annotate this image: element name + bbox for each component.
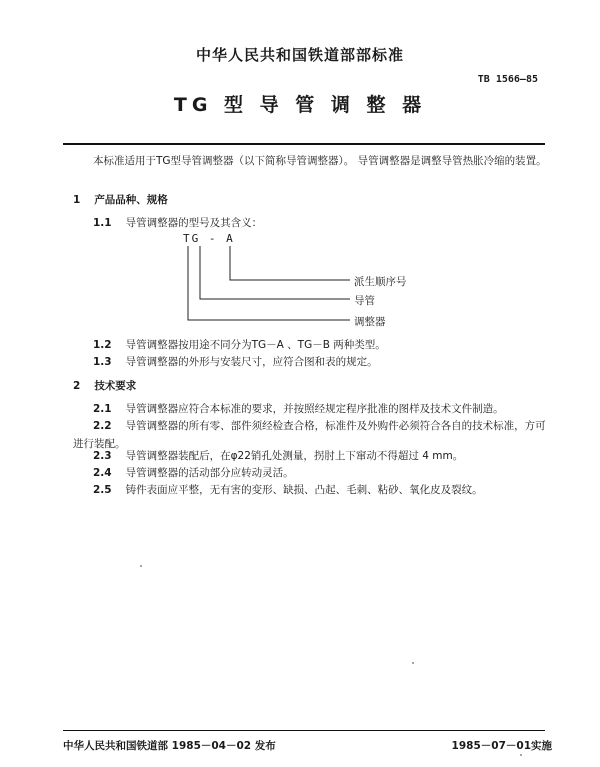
standard-number: TB 1566—85 [477, 74, 538, 85]
scan-speck [412, 662, 414, 664]
issue-date: 中华人民共和国铁道部 1985－04－02 发布 [63, 740, 276, 752]
item-1-3 [93, 353, 378, 371]
leader-line-conduit [200, 246, 350, 299]
item-1-2 [93, 336, 386, 354]
item-1-3-number: 1.3 [93, 356, 112, 368]
legend-serial-number: 派生顺序号 [354, 276, 407, 288]
item-2-4-number: 2.4 [93, 467, 112, 479]
section-1-heading [73, 192, 168, 207]
leader-line-serial [230, 246, 350, 280]
item-2-1 [93, 400, 553, 418]
item-2-5-number: 2.5 [93, 484, 112, 496]
section-2-heading [73, 378, 136, 393]
intro-paragraph: 本标准适用于TG型导管调整器（以下简称导管调整器）。 导管调整器是调整导管热胀冷缩的装置。 [93, 155, 547, 167]
section-1-title: 产品品种、规格 [94, 194, 168, 206]
item-2-1-number: 2.1 [93, 403, 112, 415]
legend-conduit: 导管 [354, 295, 375, 307]
item-2-3-number: 2.3 [93, 450, 112, 462]
item-1-1 [93, 214, 262, 232]
section-1-number: 1 [73, 194, 81, 206]
item-2-4 [93, 464, 553, 482]
item-2-3 [93, 447, 553, 465]
item-2-2-text: 导管调整器的所有零、部件须经检查合格，标准件及外购件必须符合各自的技术标准，方可进行装配。 [73, 420, 546, 450]
document-title: TG 型 导 管 调 整 器 [173, 94, 427, 116]
scan-speck [140, 565, 142, 567]
issuing-organization: 中华人民共和国铁道部部标准 [195, 46, 404, 64]
section-2-title: 技术要求 [94, 380, 137, 392]
item-1-2-text: 导管调整器按用途不同分为TG－A 、TG－B 两种类型。 [125, 339, 386, 351]
item-2-5 [93, 481, 553, 499]
item-2-5-text: 铸件表面应平整，无有害的变形、缺损、凸起、毛刺、粘砂、氧化皮及裂纹。 [125, 484, 483, 496]
section-2-number: 2 [73, 380, 81, 392]
item-2-4-text: 导管调整器的活动部分应转动灵活。 [125, 467, 294, 479]
legend-adjuster: 调整器 [354, 316, 386, 328]
item-1-1-number: 1.1 [93, 217, 112, 229]
item-1-3-text: 导管调整器的外形与安装尺寸，应符合图和表的规定。 [125, 356, 378, 368]
leader-line-adjuster [188, 246, 350, 320]
item-1-2-number: 1.2 [93, 339, 112, 351]
header-divider [63, 143, 545, 145]
scan-speck [520, 754, 522, 756]
item-2-3-text: 导管调整器装配后，在φ22销孔处测量，拐肘上下窜动不得超过 4 mm。 [125, 450, 464, 462]
effective-date: 1985－07－01实施 [451, 740, 552, 752]
item-2-1-text: 导管调整器应符合本标准的要求，并按照经规定程序批准的图样及技术文件制造。 [125, 403, 504, 415]
model-code-diagram [170, 244, 360, 334]
footer-divider [63, 730, 545, 731]
model-code: TG - A [183, 232, 235, 245]
item-2-2-number: 2.2 [93, 420, 112, 432]
item-1-1-text: 导管调整器的型号及其含义： [125, 217, 263, 229]
